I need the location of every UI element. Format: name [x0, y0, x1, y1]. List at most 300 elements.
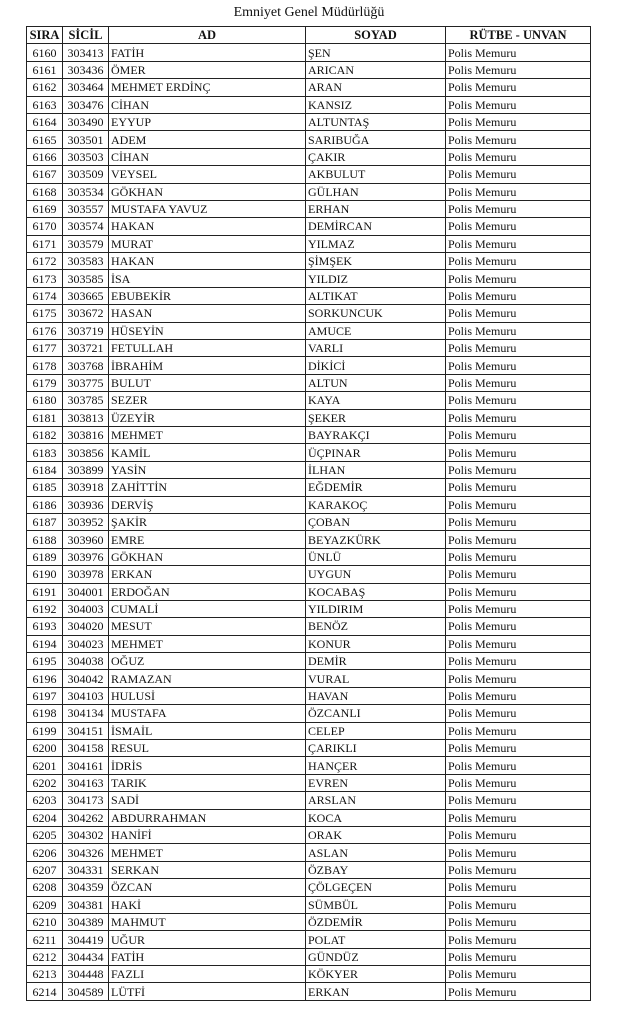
table-row	[27, 826, 591, 843]
cell-sicil: 304302	[63, 826, 109, 843]
cell-sira: 6203	[27, 792, 63, 809]
cell-sira: 6176	[27, 322, 63, 339]
cell-sira: 6198	[27, 705, 63, 722]
cell-sira: 6212	[27, 948, 63, 965]
cell-rutbe: Polis Memuru	[446, 948, 591, 965]
cell-sira: 6210	[27, 913, 63, 930]
table-row	[27, 653, 591, 670]
table-row	[27, 357, 591, 374]
cell-sira: 6187	[27, 513, 63, 530]
cell-rutbe: Polis Memuru	[446, 618, 591, 635]
cell-soyad: GÜNDÜZ	[306, 948, 446, 965]
cell-sicil: 303557	[63, 200, 109, 217]
cell-ad: SADİ	[109, 792, 306, 809]
cell-ad: RAMAZAN	[109, 670, 306, 687]
cell-ad: HANİFİ	[109, 826, 306, 843]
cell-sira: 6211	[27, 931, 63, 948]
cell-ad: İDRİS	[109, 757, 306, 774]
cell-rutbe: Polis Memuru	[446, 931, 591, 948]
table-row	[27, 113, 591, 130]
cell-sira: 6193	[27, 618, 63, 635]
cell-sicil: 304381	[63, 896, 109, 913]
table-row	[27, 931, 591, 948]
cell-ad: MEHMET	[109, 635, 306, 652]
cell-rutbe: Polis Memuru	[446, 200, 591, 217]
cell-ad: GÖKHAN	[109, 183, 306, 200]
cell-sicil: 304589	[63, 983, 109, 1000]
cell-ad: GÖKHAN	[109, 548, 306, 565]
cell-sicil: 304038	[63, 653, 109, 670]
cell-soyad: KANSIZ	[306, 96, 446, 113]
cell-sira: 6169	[27, 200, 63, 217]
table-row	[27, 844, 591, 861]
cell-sira: 6192	[27, 600, 63, 617]
cell-sira: 6172	[27, 253, 63, 270]
cell-soyad: HAVAN	[306, 687, 446, 704]
cell-ad: MUSTAFA YAVUZ	[109, 200, 306, 217]
cell-ad: CİHAN	[109, 96, 306, 113]
cell-rutbe: Polis Memuru	[446, 183, 591, 200]
table-row	[27, 61, 591, 78]
cell-sicil: 303579	[63, 235, 109, 252]
cell-sira: 6201	[27, 757, 63, 774]
cell-ad: MURAT	[109, 235, 306, 252]
cell-ad: EBUBEKİR	[109, 287, 306, 304]
cell-sicil: 303583	[63, 253, 109, 270]
cell-ad: İSMAİL	[109, 722, 306, 739]
cell-sicil: 304163	[63, 774, 109, 791]
table-row	[27, 966, 591, 983]
cell-sicil: 303918	[63, 479, 109, 496]
cell-rutbe: Polis Memuru	[446, 148, 591, 165]
cell-sicil: 303490	[63, 113, 109, 130]
cell-soyad: ERHAN	[306, 200, 446, 217]
cell-soyad: ARSLAN	[306, 792, 446, 809]
cell-sicil: 304023	[63, 635, 109, 652]
cell-sira: 6167	[27, 166, 63, 183]
table-row	[27, 200, 591, 217]
table-row	[27, 879, 591, 896]
cell-sira: 6160	[27, 44, 63, 61]
cell-soyad: SARIBUĞA	[306, 131, 446, 148]
header-rutbe-unvan: RÜTBE - UNVAN	[446, 27, 591, 44]
cell-rutbe: Polis Memuru	[446, 705, 591, 722]
cell-sicil: 304448	[63, 966, 109, 983]
cell-sicil: 303721	[63, 340, 109, 357]
cell-sira: 6166	[27, 148, 63, 165]
cell-soyad: ARICAN	[306, 61, 446, 78]
cell-sira: 6165	[27, 131, 63, 148]
table-row	[27, 896, 591, 913]
cell-soyad: DİKİCİ	[306, 357, 446, 374]
cell-rutbe: Polis Memuru	[446, 566, 591, 583]
cell-ad: EYYUP	[109, 113, 306, 130]
cell-rutbe: Polis Memuru	[446, 131, 591, 148]
cell-rutbe: Polis Memuru	[446, 287, 591, 304]
cell-sicil: 303534	[63, 183, 109, 200]
cell-ad: MEHMET	[109, 426, 306, 443]
table-row	[27, 983, 591, 1000]
cell-sira: 6205	[27, 826, 63, 843]
cell-sicil: 304003	[63, 600, 109, 617]
cell-rutbe: Polis Memuru	[446, 513, 591, 530]
cell-sira: 6184	[27, 461, 63, 478]
table-row	[27, 583, 591, 600]
cell-rutbe: Polis Memuru	[446, 166, 591, 183]
cell-sicil: 303509	[63, 166, 109, 183]
cell-soyad: HANÇER	[306, 757, 446, 774]
cell-sicil: 303976	[63, 548, 109, 565]
cell-sira: 6181	[27, 409, 63, 426]
cell-sira: 6189	[27, 548, 63, 565]
cell-rutbe: Polis Memuru	[446, 374, 591, 391]
cell-soyad: ŞİMŞEK	[306, 253, 446, 270]
cell-rutbe: Polis Memuru	[446, 409, 591, 426]
cell-ad: ERKAN	[109, 566, 306, 583]
cell-sira: 6180	[27, 392, 63, 409]
table-row	[27, 374, 591, 391]
table-row	[27, 322, 591, 339]
table-row	[27, 392, 591, 409]
cell-rutbe: Polis Memuru	[446, 792, 591, 809]
cell-soyad: GÜLHAN	[306, 183, 446, 200]
cell-ad: ERDOĞAN	[109, 583, 306, 600]
cell-sicil: 303585	[63, 270, 109, 287]
table-row	[27, 740, 591, 757]
cell-sira: 6204	[27, 809, 63, 826]
table-row	[27, 792, 591, 809]
cell-soyad: EVREN	[306, 774, 446, 791]
cell-sira: 6163	[27, 96, 63, 113]
table-row	[27, 131, 591, 148]
cell-sira: 6164	[27, 113, 63, 130]
header-ad: AD	[109, 27, 306, 44]
cell-soyad: SORKUNCUK	[306, 305, 446, 322]
cell-soyad: ÜÇPINAR	[306, 444, 446, 461]
table-row	[27, 79, 591, 96]
cell-soyad: ALTIKAT	[306, 287, 446, 304]
cell-ad: HULUSİ	[109, 687, 306, 704]
cell-sicil: 303501	[63, 131, 109, 148]
cell-sicil: 304020	[63, 618, 109, 635]
table-row	[27, 183, 591, 200]
cell-rutbe: Polis Memuru	[446, 444, 591, 461]
cell-sicil: 304173	[63, 792, 109, 809]
cell-soyad: DEMİR	[306, 653, 446, 670]
cell-soyad: SÜMBÜL	[306, 896, 446, 913]
cell-ad: FAZLI	[109, 966, 306, 983]
cell-soyad: AMUCE	[306, 322, 446, 339]
cell-rutbe: Polis Memuru	[446, 722, 591, 739]
cell-rutbe: Polis Memuru	[446, 61, 591, 78]
cell-rutbe: Polis Memuru	[446, 357, 591, 374]
cell-rutbe: Polis Memuru	[446, 305, 591, 322]
cell-sira: 6186	[27, 496, 63, 513]
cell-sira: 6170	[27, 218, 63, 235]
table-header-row	[27, 27, 591, 44]
cell-soyad: ORAK	[306, 826, 446, 843]
cell-ad: VEYSEL	[109, 166, 306, 183]
cell-soyad: CELEP	[306, 722, 446, 739]
cell-rutbe: Polis Memuru	[446, 600, 591, 617]
table-row	[27, 600, 591, 617]
cell-sicil: 304359	[63, 879, 109, 896]
table-row	[27, 722, 591, 739]
cell-sira: 6185	[27, 479, 63, 496]
cell-ad: OĞUZ	[109, 653, 306, 670]
cell-ad: BULUT	[109, 374, 306, 391]
cell-rutbe: Polis Memuru	[446, 670, 591, 687]
cell-soyad: KARAKOÇ	[306, 496, 446, 513]
cell-ad: ABDURRAHMAN	[109, 809, 306, 826]
cell-rutbe: Polis Memuru	[446, 583, 591, 600]
cell-rutbe: Polis Memuru	[446, 113, 591, 130]
cell-rutbe: Polis Memuru	[446, 757, 591, 774]
cell-sira: 6175	[27, 305, 63, 322]
cell-sicil: 303785	[63, 392, 109, 409]
table-row	[27, 618, 591, 635]
cell-sira: 6209	[27, 896, 63, 913]
table-row	[27, 253, 591, 270]
cell-sira: 6195	[27, 653, 63, 670]
cell-sira: 6174	[27, 287, 63, 304]
cell-rutbe: Polis Memuru	[446, 879, 591, 896]
cell-ad: UĞUR	[109, 931, 306, 948]
cell-rutbe: Polis Memuru	[446, 687, 591, 704]
table-row	[27, 444, 591, 461]
table-row	[27, 166, 591, 183]
cell-soyad: BEYAZKÜRK	[306, 531, 446, 548]
cell-soyad: ALTUNTAŞ	[306, 113, 446, 130]
header-sira: SIRA	[27, 27, 63, 44]
cell-sira: 6191	[27, 583, 63, 600]
cell-ad: HÜSEYİN	[109, 322, 306, 339]
cell-soyad: ASLAN	[306, 844, 446, 861]
table-body	[27, 44, 591, 1000]
cell-rutbe: Polis Memuru	[446, 913, 591, 930]
cell-rutbe: Polis Memuru	[446, 983, 591, 1000]
cell-ad: MESUT	[109, 618, 306, 635]
cell-soyad: KONUR	[306, 635, 446, 652]
cell-sira: 6197	[27, 687, 63, 704]
table-row	[27, 235, 591, 252]
cell-sicil: 303775	[63, 374, 109, 391]
cell-ad: MEHMET	[109, 844, 306, 861]
cell-rutbe: Polis Memuru	[446, 340, 591, 357]
table-row	[27, 670, 591, 687]
header-sicil: SİCİL	[63, 27, 109, 44]
cell-ad: İSA	[109, 270, 306, 287]
cell-rutbe: Polis Memuru	[446, 653, 591, 670]
cell-sicil: 303936	[63, 496, 109, 513]
cell-sira: 6199	[27, 722, 63, 739]
cell-ad: FATİH	[109, 44, 306, 61]
cell-soyad: YILDIZ	[306, 270, 446, 287]
table-row	[27, 409, 591, 426]
cell-sicil: 303960	[63, 531, 109, 548]
page-title: Emniyet Genel Müdürlüğü	[233, 5, 385, 20]
table-row	[27, 513, 591, 530]
cell-ad: LÜTFİ	[109, 983, 306, 1000]
cell-sira: 6200	[27, 740, 63, 757]
cell-sicil: 303574	[63, 218, 109, 235]
cell-soyad: ÇOBAN	[306, 513, 446, 530]
cell-rutbe: Polis Memuru	[446, 740, 591, 757]
cell-sicil: 304434	[63, 948, 109, 965]
cell-ad: ÜZEYİR	[109, 409, 306, 426]
cell-sicil: 303413	[63, 44, 109, 61]
cell-ad: HAKİ	[109, 896, 306, 913]
cell-ad: ŞAKİR	[109, 513, 306, 530]
cell-rutbe: Polis Memuru	[446, 96, 591, 113]
table-row	[27, 287, 591, 304]
cell-sicil: 303813	[63, 409, 109, 426]
cell-rutbe: Polis Memuru	[446, 79, 591, 96]
cell-ad: İBRAHİM	[109, 357, 306, 374]
table-row	[27, 496, 591, 513]
table-row	[27, 548, 591, 565]
cell-ad: MAHMUT	[109, 913, 306, 930]
cell-rutbe: Polis Memuru	[446, 548, 591, 565]
cell-soyad: KOCABAŞ	[306, 583, 446, 600]
cell-ad: ÖZCAN	[109, 879, 306, 896]
cell-ad: MEHMET ERDİNÇ	[109, 79, 306, 96]
cell-rutbe: Polis Memuru	[446, 861, 591, 878]
cell-soyad: ÇÖLGEÇEN	[306, 879, 446, 896]
cell-rutbe: Polis Memuru	[446, 461, 591, 478]
cell-soyad: ÜNLÜ	[306, 548, 446, 565]
cell-sira: 6177	[27, 340, 63, 357]
cell-ad: ZAHİTTİN	[109, 479, 306, 496]
cell-sira: 6171	[27, 235, 63, 252]
cell-ad: DERVİŞ	[109, 496, 306, 513]
cell-soyad: DEMİRCAN	[306, 218, 446, 235]
cell-rutbe: Polis Memuru	[446, 966, 591, 983]
cell-ad: RESUL	[109, 740, 306, 757]
cell-ad: FATİH	[109, 948, 306, 965]
cell-ad: CİHAN	[109, 148, 306, 165]
cell-ad: YASİN	[109, 461, 306, 478]
cell-sira: 6214	[27, 983, 63, 1000]
table-row	[27, 948, 591, 965]
table-row	[27, 340, 591, 357]
cell-sicil: 303899	[63, 461, 109, 478]
cell-sira: 6196	[27, 670, 63, 687]
cell-ad: CUMALİ	[109, 600, 306, 617]
cell-sira: 6173	[27, 270, 63, 287]
cell-soyad: ÇAKIR	[306, 148, 446, 165]
table-row	[27, 426, 591, 443]
table-row	[27, 861, 591, 878]
cell-ad: HAKAN	[109, 218, 306, 235]
cell-rutbe: Polis Memuru	[446, 896, 591, 913]
cell-soyad: VURAL	[306, 670, 446, 687]
cell-sicil: 303665	[63, 287, 109, 304]
cell-rutbe: Polis Memuru	[446, 809, 591, 826]
cell-ad: HASAN	[109, 305, 306, 322]
cell-ad: FETULLAH	[109, 340, 306, 357]
cell-soyad: BENÖZ	[306, 618, 446, 635]
table-row	[27, 148, 591, 165]
cell-sicil: 304262	[63, 809, 109, 826]
cell-sira: 6183	[27, 444, 63, 461]
cell-sicil: 303768	[63, 357, 109, 374]
table-row	[27, 270, 591, 287]
cell-rutbe: Polis Memuru	[446, 426, 591, 443]
cell-sira: 6194	[27, 635, 63, 652]
cell-soyad: KÖKYER	[306, 966, 446, 983]
cell-soyad: ARAN	[306, 79, 446, 96]
table-row	[27, 44, 591, 61]
cell-rutbe: Polis Memuru	[446, 235, 591, 252]
table-row	[27, 757, 591, 774]
cell-soyad: UYGUN	[306, 566, 446, 583]
cell-sicil: 304331	[63, 861, 109, 878]
cell-sicil: 304326	[63, 844, 109, 861]
cell-rutbe: Polis Memuru	[446, 774, 591, 791]
cell-soyad: KAYA	[306, 392, 446, 409]
cell-sicil: 304103	[63, 687, 109, 704]
personnel-table	[26, 26, 591, 1001]
cell-rutbe: Polis Memuru	[446, 826, 591, 843]
cell-sicil: 304389	[63, 913, 109, 930]
cell-rutbe: Polis Memuru	[446, 392, 591, 409]
cell-rutbe: Polis Memuru	[446, 218, 591, 235]
cell-sira: 6188	[27, 531, 63, 548]
cell-soyad: ERKAN	[306, 983, 446, 1000]
cell-sicil: 304134	[63, 705, 109, 722]
cell-soyad: ÖZCANLI	[306, 705, 446, 722]
cell-sira: 6208	[27, 879, 63, 896]
table-row	[27, 687, 591, 704]
cell-sicil: 303464	[63, 79, 109, 96]
cell-ad: SEZER	[109, 392, 306, 409]
cell-sicil: 304001	[63, 583, 109, 600]
cell-ad: ADEM	[109, 131, 306, 148]
cell-sicil: 303978	[63, 566, 109, 583]
cell-rutbe: Polis Memuru	[446, 479, 591, 496]
cell-sicil: 304419	[63, 931, 109, 948]
cell-sicil: 304158	[63, 740, 109, 757]
cell-sira: 6162	[27, 79, 63, 96]
cell-ad: SERKAN	[109, 861, 306, 878]
cell-rutbe: Polis Memuru	[446, 270, 591, 287]
cell-ad: EMRE	[109, 531, 306, 548]
cell-sicil: 303672	[63, 305, 109, 322]
cell-rutbe: Polis Memuru	[446, 253, 591, 270]
cell-sira: 6161	[27, 61, 63, 78]
cell-sira: 6207	[27, 861, 63, 878]
table-row	[27, 479, 591, 496]
cell-sicil: 303436	[63, 61, 109, 78]
table-row	[27, 913, 591, 930]
cell-sira: 6179	[27, 374, 63, 391]
cell-rutbe: Polis Memuru	[446, 531, 591, 548]
cell-sira: 6190	[27, 566, 63, 583]
table-row	[27, 461, 591, 478]
cell-soyad: EĞDEMİR	[306, 479, 446, 496]
cell-sira: 6182	[27, 426, 63, 443]
cell-sira: 6206	[27, 844, 63, 861]
table-row	[27, 566, 591, 583]
cell-sicil: 303952	[63, 513, 109, 530]
cell-sicil: 303719	[63, 322, 109, 339]
table-row	[27, 705, 591, 722]
cell-soyad: ALTUN	[306, 374, 446, 391]
cell-soyad: KOCA	[306, 809, 446, 826]
table-row	[27, 635, 591, 652]
cell-ad: HAKAN	[109, 253, 306, 270]
